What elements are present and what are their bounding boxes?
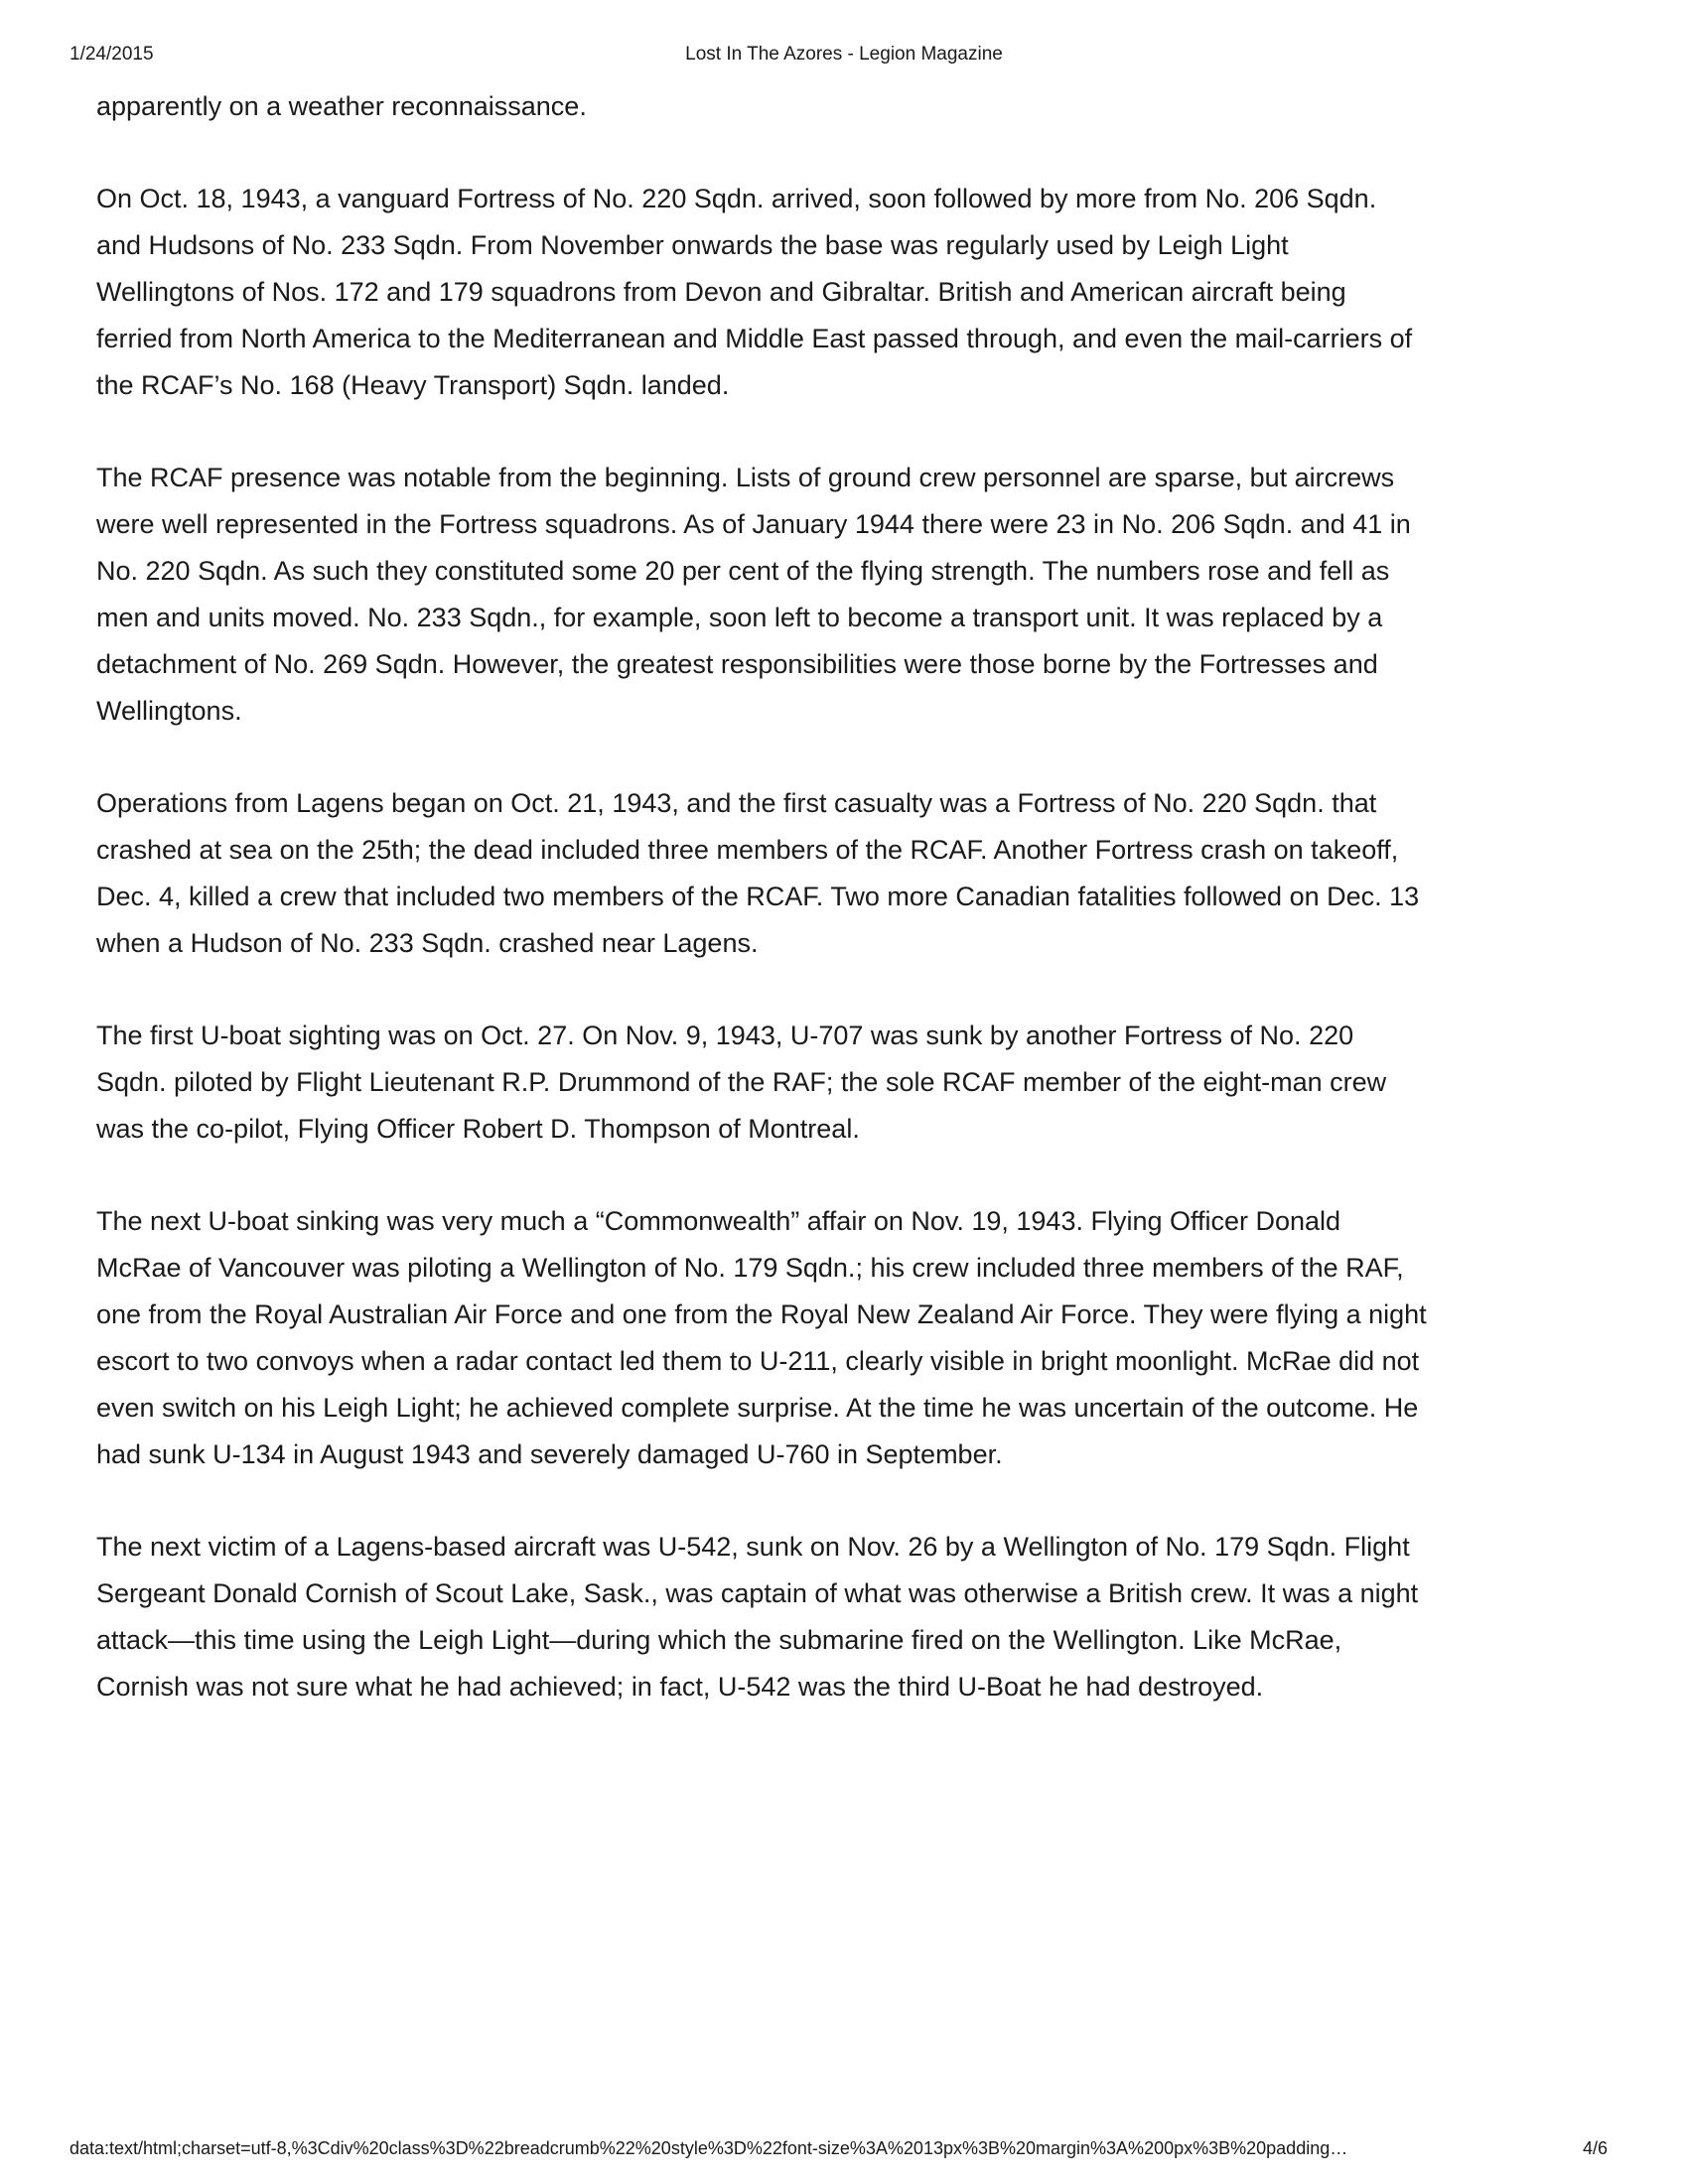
paragraph: The first U-boat sighting was on Oct. 27. On Nov. 9, 1943, U-707 was sunk by another Fortress of No. 220 Sqdn. piloted by Flight Lieutenant R.P. Drummond of the RAF; the sole RCAF member of the eight-man crew was the co-pilot, Flying Officer Robert D. Thompson of Montreal. bbox=[96, 1021, 1387, 1144]
page-title: Lost In The Azores - Legion Magazine bbox=[685, 44, 1003, 65]
paragraph: The next victim of a Lagens-based aircraft was U-542, sunk on Nov. 26 by a Wellington of No. 179 Sqdn. Flight Sergeant Donald Cornish of Scout Lake, Sask., was captain of what was otherwise a British crew. It was a night attack—this time using the Leigh Light—during which the submarine fired on the Wellington. Like McRae, Cornish was not sure what he had achieved; in fact, U-542 was the third U-Boat he had destroyed. bbox=[96, 1532, 1419, 1702]
print-footer bbox=[0, 2138, 1688, 2166]
print-date: 1/24/2015 bbox=[70, 44, 154, 65]
paragraph: The RCAF presence was notable from the beginning. Lists of ground crew personnel are sparse, but aircrews were well represented in the Fortress squadrons. As of January 1944 there were 23 in No. 206 Sqdn. and 41 in No. 220 Sqdn. As such they constituted some 20 per cent of the flying strength. The numbers rose and fell as men and units moved. No. 233 Sqdn., for example, soon left to become a transport unit. It was replaced by a detachment of No. 269 Sqdn. However, the greatest responsibilities were those borne by the Fortresses and Wellingtons. bbox=[96, 463, 1411, 726]
paragraph: The next U-boat sinking was very much a “Commonwealth” affair on Nov. 19, 1943. Flying Officer Donald McRae of Vancouver was piloting a Wellington of No. 179 Sqdn.; his crew included three members of the RAF, one from the Royal Australian Air Force and one from the Royal New Zealand Air Force. They were flying a night escort to two convoys when a radar contact led them to U-211, clearly visible in bright moonlight. McRae did not even switch on his Leigh Light; he achieved complete surprise. At the time he was uncertain of the outcome. He had sunk U-134 in August 1943 and severely damaged U-760 in September. bbox=[96, 1206, 1427, 1469]
article-body bbox=[96, 83, 1427, 1756]
paragraph: On Oct. 18, 1943, a vanguard Fortress of No. 220 Sqdn. arrived, soon followed by more from No. 206 Sqdn. and Hudsons of No. 233 Sqdn. From November onwards the base was regularly used by Leigh Light Wellingtons of Nos. 172 and 179 squadrons from Devon and Gibraltar. British and American aircraft being ferried from North America to the Mediterranean and Middle East passed through, and even the mail-carriers of the RCAF’s No. 168 (Heavy Transport) Sqdn. landed. bbox=[96, 184, 1413, 400]
paragraph: Operations from Lagens began on Oct. 21, 1943, and the first casualty was a Fortress of No. 220 Sqdn. that crashed at sea on the 25th; the dead included three members of the RCAF. Another Fortress crash on takeoff, Dec. 4, killed a crew that included two members of the RCAF. Two more Canadian fatalities followed on Dec. 13 when a Hudson of No. 233 Sqdn. crashed near Lagens. bbox=[96, 788, 1420, 958]
source-url: data:text/html;charset=utf-8,%3Cdiv%20class%3D%22breadcrumb%22%20style%3D%22font-size%3A%2013px%3B%20margin%3A%200px%3B%20padding… bbox=[70, 2138, 1348, 2158]
print-header bbox=[0, 44, 1688, 73]
paragraph: apparently on a weather reconnaissance. bbox=[96, 91, 587, 121]
page-number: 4/6 bbox=[1583, 2138, 1609, 2158]
